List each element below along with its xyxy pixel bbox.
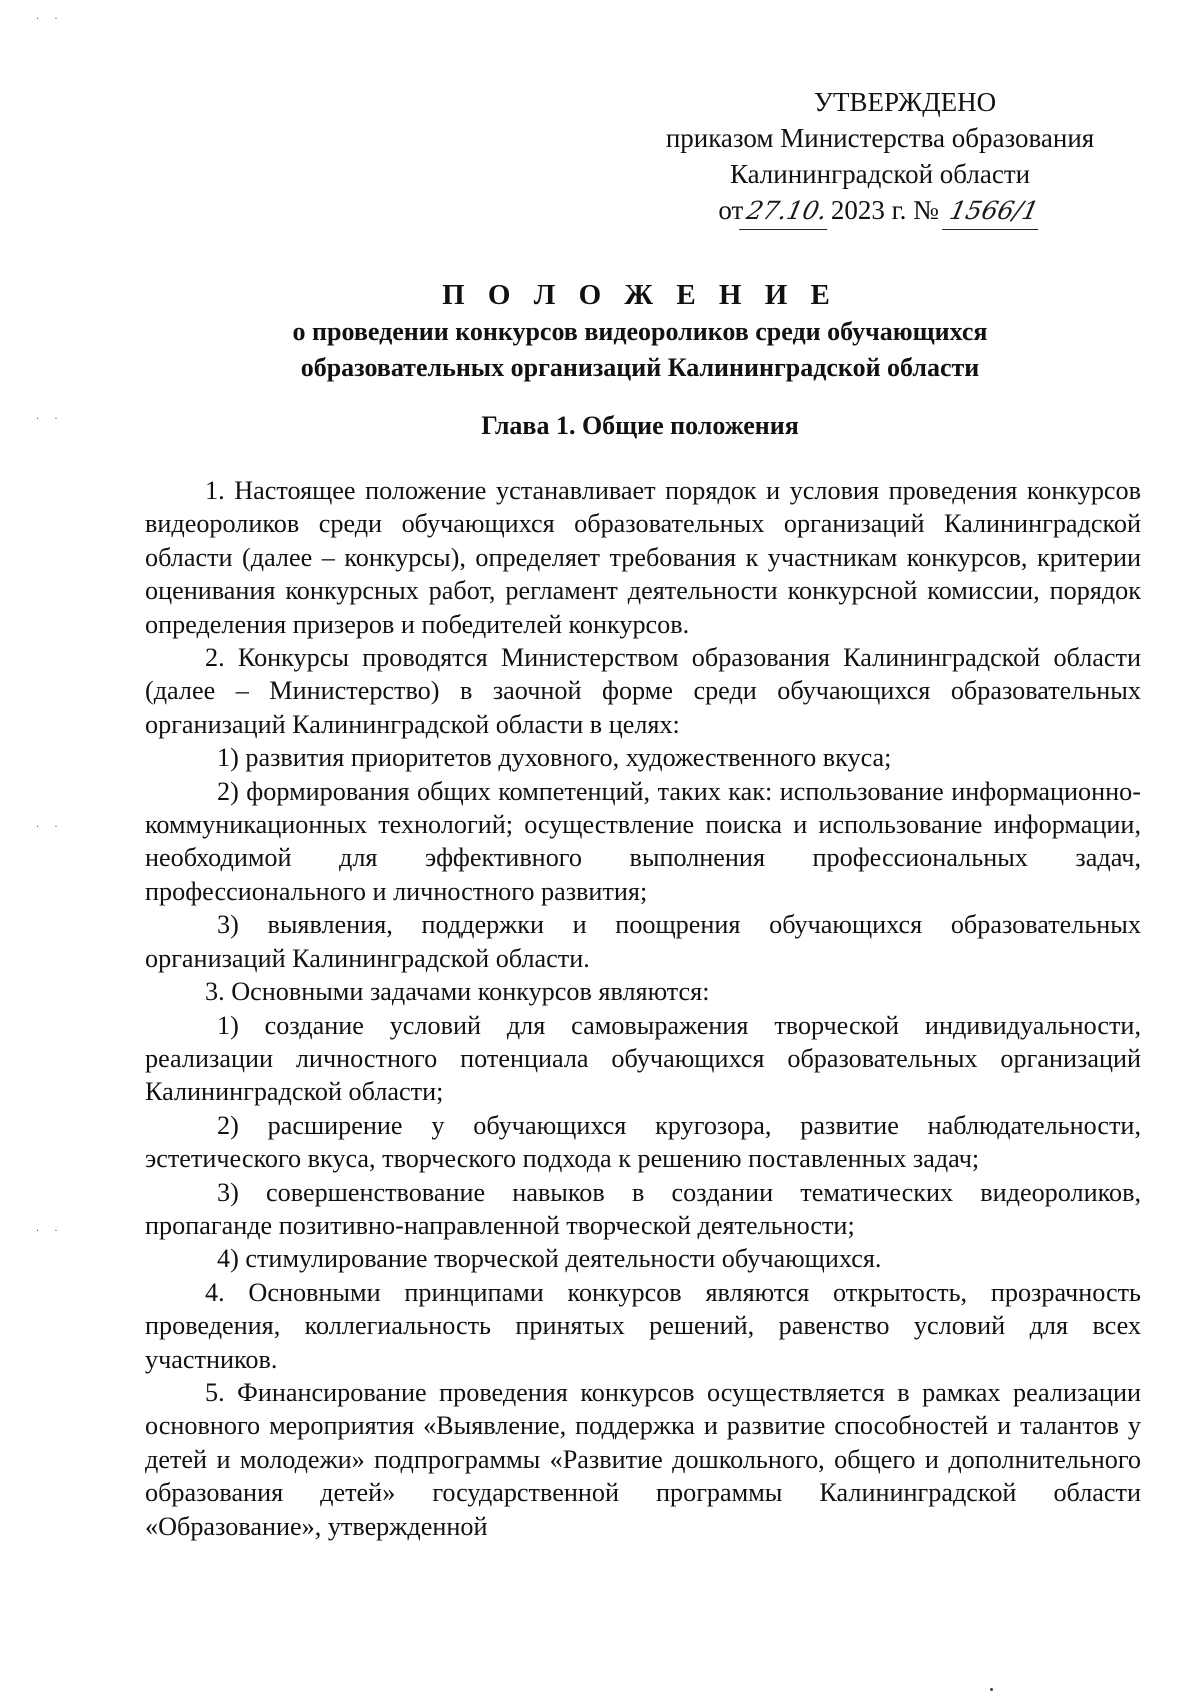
handwritten-date: 27.10. [739,193,834,230]
list-item: 3) совершенствование навыков в создании тематических видеороликов, пропаганде позитивно-направленной творческой деятельности; [145,1177,1141,1240]
scan-speck: · · [36,822,64,833]
document-body [145,474,1141,1543]
list-item: 2) формирования общих компетенций, таких как: использование информационно-коммуникационных технологий; осуществление поиска и использование информации, необходимой для эффективного выполнения профессиональных задач, профессионального и личностного развития; [145,776,1141,906]
document-subtitle-2: образовательных организаций Калининградской области [300,353,980,382]
list-item: 2) расширение у обучающихся кругозора, развитие наблюдательности, эстетического вкуса, творческого подхода к решению поставленных задач; [145,1110,1141,1174]
approval-stamp [640,84,1120,230]
approval-date-line [640,192,1120,230]
approval-line-1: приказом Министерства образования [665,123,1095,153]
paragraph: 3. Основными задачами конкурсов являются: [205,977,710,1007]
paragraph: 2. Конкурсы проводятся Министерством образования Калининградской области (далее – Министерство) в заочной форме среди обучающихся образовательных организаций Калининградской области в целях: [145,643,1141,739]
list-item: 1) создание условий для самовыражения творческой индивидуальности, реализации личностного потенциала обучающихся образовательных организаций Калининградской области; [145,1010,1141,1107]
list-item: 1) развития приоритетов духовного, художественного вкуса; [217,743,892,773]
paragraph: 4. Основными принципами конкурсов являются открытость, прозрачность проведения, коллегиальность принятых решений, равенство условий для всех участников. [145,1277,1141,1374]
paragraph: 1. Настоящее положение устанавливает порядок и условия проведения конкурсов видеороликов среди обучающихся образовательных организаций Калининградской области (далее – конкурсы), определяет требования к участникам конкурсов, критерии оценивания конкурсных работ, регламент деятельности конкурсной комиссии, порядок определения призеров и победителей конкурсов. [145,476,1141,639]
approval-heading: УТВЕРЖДЕНО [813,87,997,117]
chapter-heading: Глава 1. Общие положения [481,411,799,440]
document-subtitle-1: о проведении конкурсов видеороликов среди обучающихся [292,317,988,346]
approval-date-prefix: от [718,195,744,225]
paragraph: 5. Финансирование проведения конкурсов осуществляется в рамках реализации основного мероприятия «Выявление, поддержка и развитие способностей и талантов у детей и молодежи» подпрограммы «Развитие дошкольного, общего и дополнительного образования детей» государственной программы Калининградской области «Образование», утвержденной [145,1377,1141,1541]
approval-year: 2023 г. № [830,195,939,225]
list-item: 3) выявления, поддержки и поощрения обучающихся образовательных организаций Калининградской области. [145,910,1141,973]
handwritten-number: 1566/1 [942,193,1046,230]
scan-speck [990,1688,993,1691]
list-item: 4) стимулирование творческой деятельности обучающихся. [217,1244,882,1274]
scan-speck: · · [36,1226,64,1237]
document-title-block [140,276,1140,386]
approval-line-2: Калининградской области [729,159,1031,189]
scan-speck: · · [36,414,64,425]
document-title: П О Л О Ж Е Н И Е [442,279,838,311]
scan-speck: · · [36,14,64,25]
